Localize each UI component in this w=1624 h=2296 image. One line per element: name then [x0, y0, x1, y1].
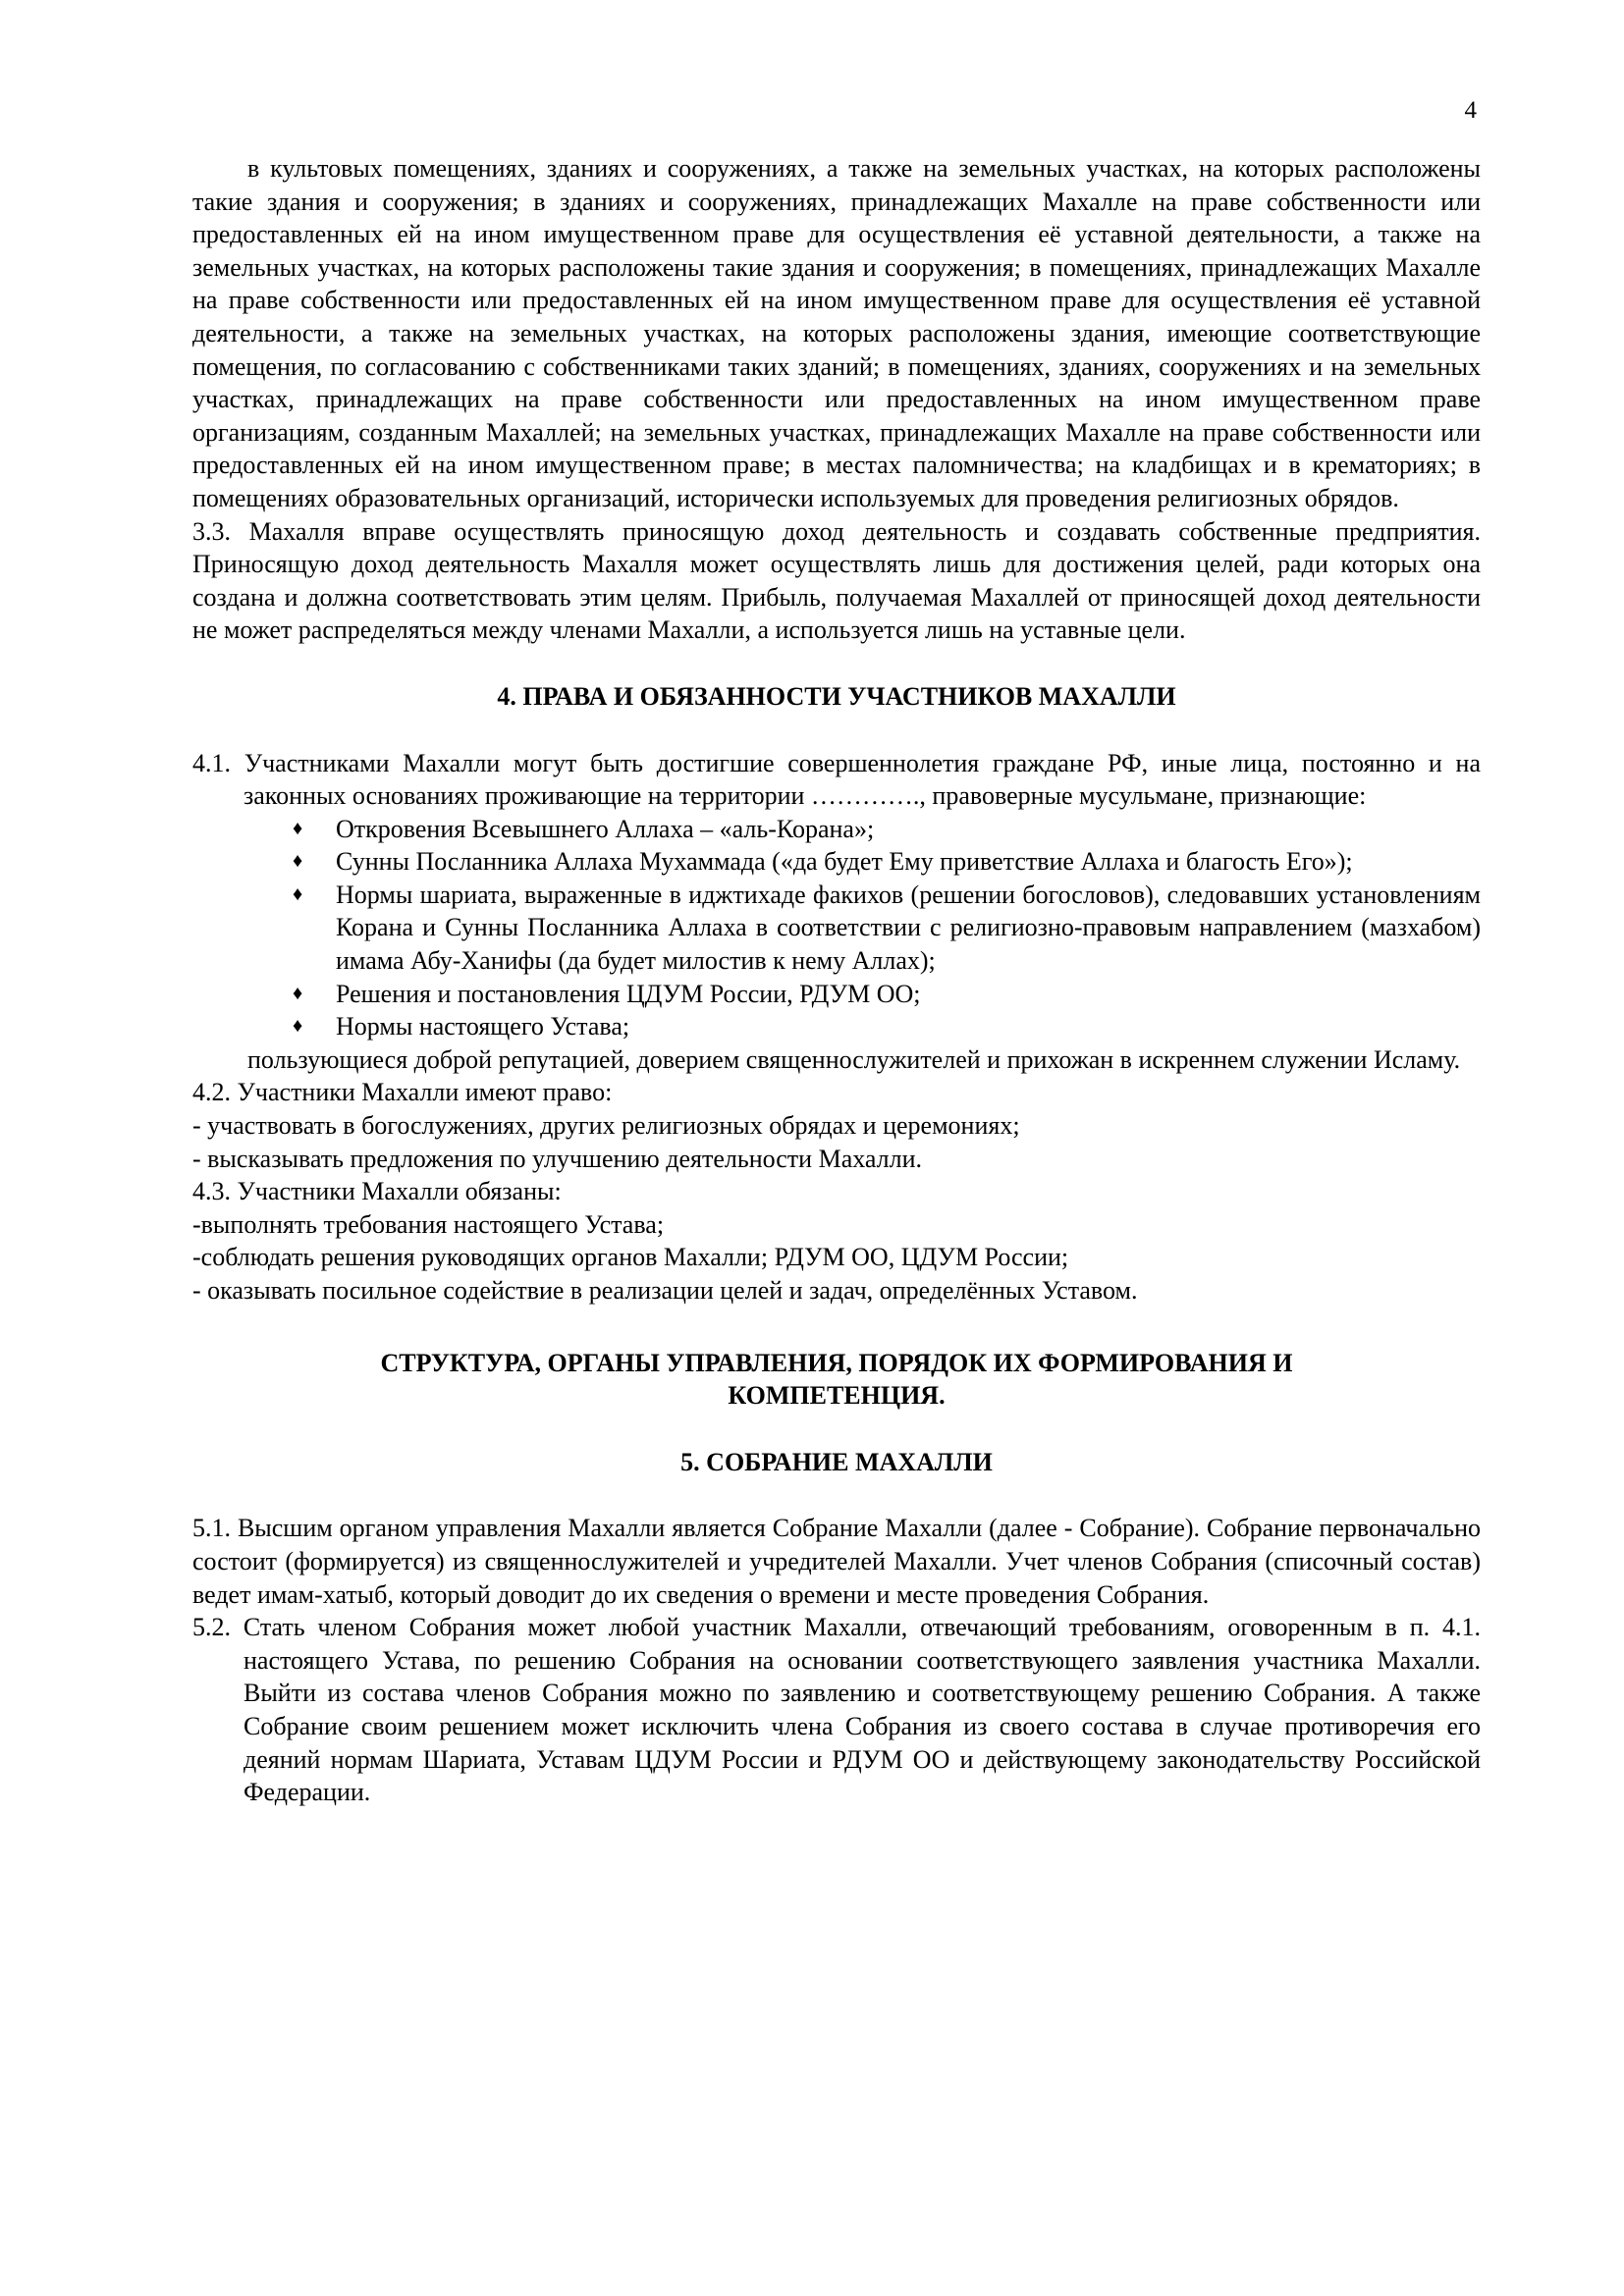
paragraph-4-3: 4.3. Участники Махалли обязаны: — [192, 1177, 562, 1206]
section-4-heading: 4. ПРАВА И ОБЯЗАННОСТИ УЧАСТНИКОВ МАХАЛЛИ — [497, 681, 1176, 711]
list-item-text: Сунны Посланника Аллаха Мухаммада («да будет Ему приветствие Аллаха и благость Его»); — [336, 847, 1353, 877]
paragraph-4-2-item-b: - высказывать предложения по улучшению деятельности Махалли. — [192, 1144, 923, 1173]
list-item-text: Решения и постановления ЦДУМ России, РДУМ ОО; — [336, 979, 921, 1008]
paragraph-5-1: 5.1. Высшим органом управления Махалли является Собрание Махалли (далее - Собрание). Собрание первоначально состоит (формируется) из священнослужителей и учредителей Махалли. Учет членов Собрания (списочный состав) ведет имам-хатыб, который доводит до их сведения о времени и месте проведения Собрания. — [192, 1514, 1481, 1609]
diamond-bullet-icon: ♦ — [293, 1015, 303, 1038]
section-5-heading: 5. СОБРАНИЕ МАХАЛЛИ — [680, 1447, 993, 1476]
spacer — [192, 714, 1481, 747]
list-item-text: Нормы настоящего Устава; — [336, 1012, 630, 1041]
list-item — [287, 1010, 1481, 1043]
bullet-list — [192, 813, 1481, 1043]
diamond-bullet-icon: ♦ — [293, 817, 303, 839]
paragraph-4-1: 4.1. Участниками Махалли могут быть достигшие совершеннолетия граждане РФ, иные лица, постоянно и на законных основаниях проживающие на территории …………., правоверные мусульмане, признающие: — [192, 748, 1481, 811]
list-item-text: Откровения Всевышнего Аллаха – «аль-Корана»; — [336, 814, 875, 843]
diamond-bullet-icon: ♦ — [293, 882, 303, 905]
diamond-bullet-icon: ♦ — [293, 850, 303, 873]
paragraph-4-2-item-a: - участвовать в богослужениях, других религиозных обрядах и церемониях; — [192, 1111, 1020, 1141]
paragraph-5-2: 5.2. Стать членом Собрания может любой участник Махалли, отвечающий требованиям, оговоренным в п. 4.1. настоящего Устава, по решению Собрания на основании соответствующего заявления участника Махалли. Выйти из состава членов Собрания можно по заявлению и соответствующему решению Собрания. А также Собрание своим решением может исключить члена Собрания из своего состава в случае противоречия его деяний нормам Шариата, Уставам ЦДУМ России и РДУМ ОО и действующему законодательству Российской Федерации. — [192, 1613, 1481, 1807]
spacer — [192, 647, 1481, 680]
list-item — [287, 813, 1481, 846]
paragraph-4-3-item-b: -соблюдать решения руководящих органов Махалли; РДУМ ОО, ЦДУМ России; — [192, 1243, 1069, 1272]
list-item-text: Нормы шариата, выраженные в иджтихаде факихов (решении богословов), следовавших установлениям Корана и Сунны Посланника Аллаха в соответствии с религиозно-правовым направлением (мазхабом) имама Абу-Ханифы (да будет милостив к нему Аллах); — [336, 880, 1481, 976]
diamond-bullet-icon: ♦ — [293, 982, 303, 1004]
list-item — [287, 978, 1481, 1011]
paragraph-4-3-item-c: - оказывать посильное содействие в реализации целей и задач, определённых Уставом. — [192, 1276, 1138, 1305]
spacer — [192, 1478, 1481, 1512]
paragraph-3-3: 3.3. Махалля вправе осуществлять приносящую доход деятельность и создавать собственные предприятия. Приносящую доход деятельность Махалля может осуществлять лишь для достижения целей, ради которых она создана и должна соответствовать этим целям. Прибыль, получаемая Махаллей от приносящей доход деятельности не может распределяться между членами Махалли, а используется лишь на уставные цели. — [192, 516, 1481, 645]
paragraph-4-3-item-a: -выполнять требования настоящего Устава; — [192, 1209, 665, 1239]
list-item — [287, 845, 1481, 879]
structure-heading-line-2: КОМПЕТЕНЦИЯ. — [728, 1381, 946, 1411]
paragraph-4-2: 4.2. Участники Махалли имеют право: — [192, 1078, 613, 1107]
structure-heading-line-1: СТРУКТУРА, ОРГАНЫ УПРАВЛЕНИЯ, ПОРЯДОК ИХ ФОРМИРОВАНИЯ И — [380, 1348, 1293, 1377]
paragraph-4-1-tail: пользующиеся доброй репутацией, доверием священнослужителей и прихожан в искреннем служении Исламу. — [247, 1044, 1461, 1074]
page-content — [192, 152, 1481, 1809]
page-number: 4 — [1464, 97, 1477, 124]
spacer — [192, 1308, 1481, 1347]
spacer — [192, 1413, 1481, 1446]
list-item — [287, 879, 1481, 978]
paragraph-3-2-continued: в культовых помещениях, зданиях и сооружениях, а также на земельных участках, на которых расположены такие здания и сооружения; в зданиях и сооружениях, принадлежащих Махалле на праве собственности или предоставленных ей на ином имущественном праве для осуществления её уставной деятельности, а также на земельных участках, на которых расположены такие здания и сооружения; в помещениях, принадлежащих Махалле на праве собственности или предоставленных ей на ином имущественном праве для осуществления её уставной деятельности, а также на земельных участках, на которых расположены здания, имеющие соответствующие помещения, по согласованию с собственниками таких зданий; в помещениях, зданиях, сооружениях и на земельных участках, принадлежащих на праве собственности или предоставленных на ином имущественном праве организациям, созданным Махаллей; на земельных участках, принадлежащих Махалле на праве собственности или предоставленных ей на ином имущественном праве; в местах паломничества; на кладбищах и в крематориях; в помещениях образовательных организаций, исторически используемых для проведения религиозных обрядов. — [192, 154, 1481, 512]
